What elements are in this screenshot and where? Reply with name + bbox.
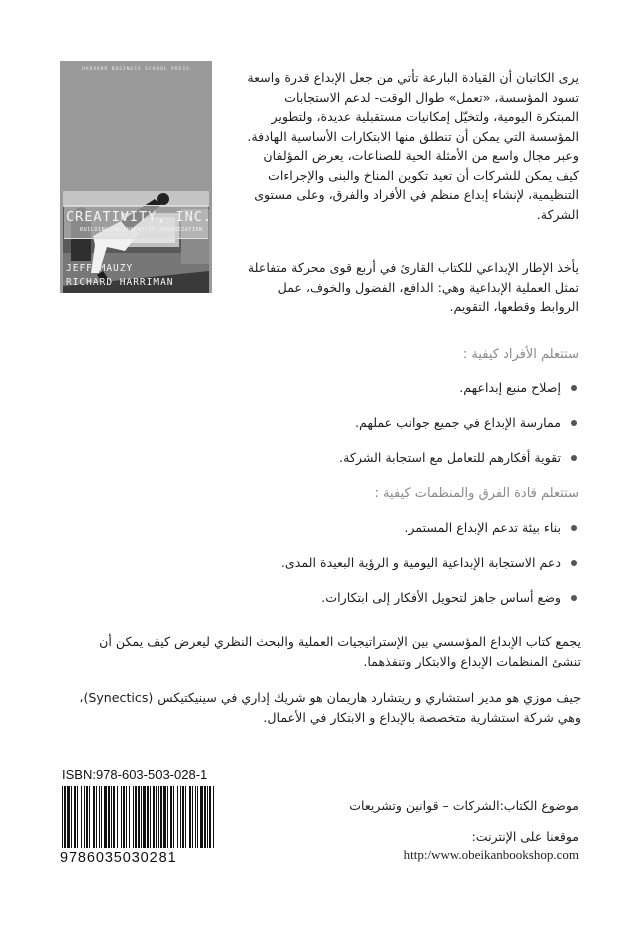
barcode-bar xyxy=(192,786,193,848)
synectics-name: Synectics xyxy=(88,690,149,705)
list-item-text: إصلاح منبع إبداعهم. xyxy=(459,380,561,395)
barcode-bar xyxy=(123,786,125,848)
barcode-bar xyxy=(129,786,130,848)
barcode-bar xyxy=(64,786,66,848)
leaders-list xyxy=(249,519,579,624)
leaders-heading: ستتعلم قادة الفرق والمنظمات كيفية : xyxy=(374,486,579,501)
barcode-bar xyxy=(141,786,142,848)
cover-title: CREATIVITY, INC. xyxy=(66,209,212,225)
barcode-bar xyxy=(177,786,178,848)
list-item-text: وضع أساس جاهز لتحويل الأفكار إلى ابتكارات. xyxy=(321,590,561,605)
list-item-text: تقوية أفكارهم للتعامل مع استجابة الشركة. xyxy=(339,450,561,465)
intro-paragraph-2: يأخذ الإطار الإبداعي للكتاب القارئ في أربع قوى محركة متفاعلة تمثل العملية الإبداعية وهي: الدافع، الفضول والخوف، عمل الروابط وقطعها، التقويم. xyxy=(247,260,579,314)
barcode-bar xyxy=(135,786,137,848)
barcode-bar xyxy=(67,786,70,848)
bullet-icon xyxy=(571,560,577,566)
intro-paragraph-1: يرى الكاتبان أن القيادة البارعة تأتي من جعل الإبداع قدرة واسعة تسود المؤسسة، «تعمل» طوال الوقت- لدعم الاستجابات المبتكرة اليومية، ولتخيّل إمكانيات مستقبلية عديدة، ولتطوير المؤسسة التي يمكن أن تنطلق منها الابتكارات الأساسية الهادفة. وعبر مجال واسع من الأمثلة الحية للصناعات، يعرض المؤلفان كيف يمكن للشركات أن تعيد تكوين المناخ والبنى والإجراءات التنظيمية، لإنشاء إبداع منظم في الأفراد والفرق، وعلى مستوى الشركة. xyxy=(247,70,579,222)
list-item-text: بناء بيئة تدعم الإبداع المستمر. xyxy=(404,520,561,535)
barcode-bar xyxy=(185,786,186,848)
barcode-bar xyxy=(117,786,118,848)
authors-bio-text: جيف موزي هو مدير استشاري و ريتشارد هاريمان هو شريك إداري في سينيكتيكس ( xyxy=(148,690,581,705)
barcode-bar xyxy=(156,786,157,848)
list-item xyxy=(249,414,579,431)
list-item xyxy=(249,449,579,466)
barcode-bar xyxy=(143,786,146,848)
barcode-bar xyxy=(74,786,76,848)
barcode-bar xyxy=(77,786,78,848)
barcode-bar xyxy=(113,786,115,848)
bullet-icon xyxy=(571,595,577,601)
barcode-bar xyxy=(101,786,102,848)
website-link[interactable]: http:/www.obeikanbookshop.com xyxy=(403,847,579,862)
barcode-bar xyxy=(133,786,134,848)
individuals-heading: ستتعلم الأفراد كيفية : xyxy=(462,347,579,362)
cover-author-2: RICHARD HARRIMAN xyxy=(66,277,174,288)
barcode-digits: 9786035030281 xyxy=(60,850,177,866)
bullet-icon xyxy=(571,385,577,391)
summary-paragraph: يجمع كتاب الإبداع المؤسسي بين الإستراتيجيات العملية والبحث النظري ليعرض كيف يمكن أن تنشئ المنظمات الإبداع والابتكار وتنفذهما. xyxy=(99,634,581,669)
barcode-bar xyxy=(204,786,206,848)
barcode-bar xyxy=(173,786,174,848)
barcode-bar xyxy=(84,786,85,848)
barcode-bar xyxy=(111,786,112,848)
barcode-image xyxy=(60,786,220,850)
barcode-bar xyxy=(108,786,110,848)
barcode-bar xyxy=(209,786,211,848)
barcode-bar xyxy=(86,786,88,848)
list-item-text: دعم الاستجابة الإبداعية اليومية و الرؤية البعيدة المدى. xyxy=(280,555,561,570)
barcode-bar xyxy=(147,786,149,848)
individuals-list xyxy=(249,379,579,484)
subject-line: موضوع الكتاب:الشركات – قوانين وتشريعات xyxy=(349,798,579,813)
list-item xyxy=(249,554,579,571)
book-cover-image xyxy=(60,61,212,293)
barcode-bar xyxy=(138,786,140,848)
list-item xyxy=(249,519,579,536)
list-item xyxy=(249,589,579,606)
barcode-bar xyxy=(189,786,191,848)
barcode-bar xyxy=(93,786,95,848)
barcode-bar xyxy=(158,786,159,848)
barcode-bar xyxy=(126,786,127,848)
barcode-bar xyxy=(197,786,198,848)
barcode-bar xyxy=(62,786,63,848)
barcode-bar xyxy=(121,786,122,848)
website-label: موقعنا على الإنترنت: xyxy=(471,829,579,844)
barcode-bar xyxy=(104,786,107,848)
barcode-bar xyxy=(160,786,162,848)
barcode-bar xyxy=(96,786,97,848)
barcode-bar xyxy=(207,786,208,848)
barcode-bar xyxy=(81,786,82,848)
barcode-bar xyxy=(150,786,151,848)
authors-bio-line-2: وهي شركة استشارية متخصصة بالإبداع و الابتكار في الأعمال. xyxy=(263,709,581,725)
list-item xyxy=(249,379,579,396)
barcode-bar xyxy=(163,786,166,848)
bullet-icon xyxy=(571,525,577,531)
cover-subtitle: BUILDING AN INVENTIVE ORGANIZATION xyxy=(80,227,203,233)
barcode-bar xyxy=(195,786,196,848)
barcode-bar xyxy=(167,786,168,848)
list-item-text: ممارسة الإبداع في جميع جوانب عملهم. xyxy=(355,415,561,430)
barcode-bar xyxy=(153,786,155,848)
bullet-icon xyxy=(571,420,577,426)
isbn-text: ISBN:978-603-503-028-1 xyxy=(62,767,208,782)
barcode-bar xyxy=(200,786,203,848)
barcode-bar xyxy=(89,786,90,848)
barcode-bar xyxy=(180,786,181,848)
barcode-bar xyxy=(182,786,184,848)
bullet-icon xyxy=(571,455,577,461)
authors-bio xyxy=(76,688,581,727)
barcode-bar xyxy=(99,786,100,848)
cover-publisher: HARVARD BUSINESS SCHOOL PRESS xyxy=(82,67,190,72)
cover-author-1: JEFF MAUZY xyxy=(66,263,134,274)
barcode-bar xyxy=(71,786,72,848)
barcode-bar xyxy=(170,786,172,848)
barcode-bar xyxy=(213,786,214,848)
authors-bio-text-end: )، xyxy=(79,690,89,705)
